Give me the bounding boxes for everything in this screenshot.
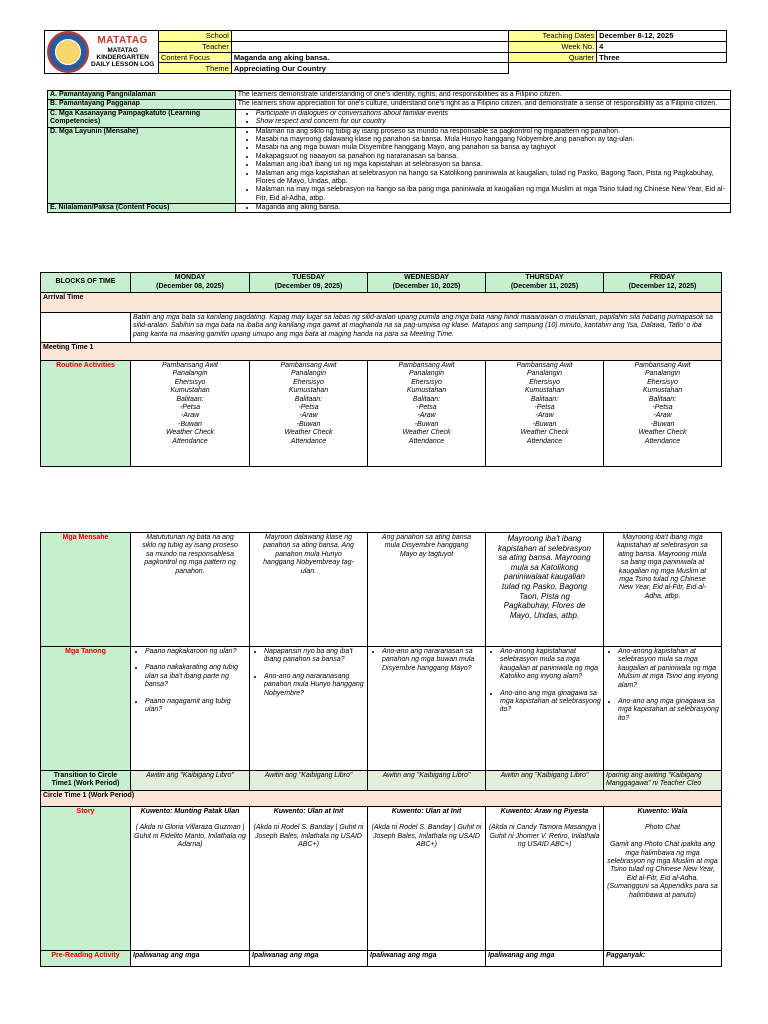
story-wednesday: Kuwento: Ulan at Init (Akda ni Rodel S. Banday | Guhit ni Joseph Bales, Inilathala ng USAID ABC+) [368,807,486,951]
week-label: Week No. [509,41,597,52]
logo-line1: MATATAG [107,46,138,54]
competency-item: • Participate in dialogues or conversations about familiar events [256,110,728,118]
matatag-brand: MATATAG [97,35,148,47]
story-tuesday: Kuwento: Ulan at Init (Akda ni Rodel S. Banday | Guhit ni Joseph Bales, Inilathala ng USAID ABC+) [250,807,368,951]
school-label: School [158,31,231,42]
day-header-tuesday: TUESDAY (December 09, 2025) [250,273,368,293]
competency-item: • Show respect and concern for our country [256,118,728,126]
routine-thursday: Pambansang Awit Panalangin Ehersisyo Kumustahan Balitaan: -Petsa -Araw -Buwan Weather Check Attendance [486,361,604,467]
day-header-wednesday: WEDNESDAY (December 10, 2025) [368,273,486,293]
theme-label: Theme [158,63,231,74]
std-b-label: B. Pamantayang Pagganap [48,100,236,109]
standards-table [47,90,731,213]
week-value[interactable]: 4 [597,41,727,52]
story-thursday: Kuwento: Araw ng Piyesta (Akda ni Candy Tamora Masangya | Guhit ni Jhomer V. Retiro, Inilathala ng USAID ABC+) [486,807,604,951]
dates-value[interactable]: December 8-12, 2025 [597,31,727,42]
prereading-label: Pre-Reading Activity [41,951,131,967]
prereading-thursday: Ipaliwanag ang mga [486,951,604,967]
tanong-label: Mga Tanong [41,647,131,771]
objective-item: • Malaman ang mga kapistahan at selebrasyon na hango sa Katolikong paniniwala at kaugalian, tulad ng Pasko, Bagong Taon, Pista ng Pagkabuhay, Flores de Mayo, Undas, atbp. [256,170,728,187]
transition-wednesday: Awitin ang "Kaibigang Libro" [368,771,486,791]
logo-block [45,31,159,74]
std-d-value [235,127,730,204]
prereading-friday: Pagganyak: [604,951,722,967]
prereading-wednesday: Ipaliwanag ang mga [368,951,486,967]
story-monday: Kuwento: Munting Patak Ulan ( Akda ni Gloria Villaraza Guzman | Guhit ni Fidelito Manto, Inilathala ng Adarna) [131,807,250,951]
tanong-friday [604,647,722,771]
std-e-label: E. Nilalaman/Paksa (Content Focus) [48,204,236,213]
logo-line3: DAILY LESSON LOG [91,61,155,69]
day-header-monday: MONDAY (December 08, 2025) [131,273,250,293]
std-e-value [235,204,730,213]
mensahe-label: Mga Mensahe [41,533,131,647]
routine-tuesday: Pambansang Awit Panalangin Ehersisyo Kumustahan Balitaan: -Petsa -Araw -Buwan Weather Check Attendance [250,361,368,467]
quarter-label: Quarter [509,52,597,63]
header-table [44,30,727,74]
question-item: • Ano-ano ang nararanasang panahon mula Hunyo hanggang Nobyembre? [264,673,365,698]
std-b-value: The learners show appreciation for one's culture, understand one's right as a Filipino citizen, and demonstrate a sense of responsibility as a Filipino citizen. [235,100,730,109]
logo-line2: KINDERGARTEN [96,54,149,62]
theme-value[interactable]: Appreciating Our Country [231,63,508,74]
day-header-thursday: THURSDAY (December 11, 2025) [486,273,604,293]
question-item: • Paano nakakarating ang tubig ulan sa iba't ibang parte ng bansa? [145,664,247,689]
transition-monday: Awitin ang "Kaibigang Libro" [131,771,250,791]
school-value[interactable] [231,31,508,42]
transition-tuesday: Awitin ang "Kaibigang Libro" [250,771,368,791]
objective-item: • Masabi na ang mga buwan mula Disyembre hanggang Mayo, ang panahon sa bansa ay tagtuyot [256,144,728,152]
arrival-blank [41,313,131,343]
question-item: • Paano nagkakaroon ng ulan? [145,648,247,656]
objective-item: • Makapagsuot ng naaayon sa panahon ng nararanasan sa bansa. [256,153,728,161]
std-c-label: C. Mga Kasanayang Pampagkatuto (Learning Competencies) [48,109,236,127]
transition-friday: Iparinig ang awiting "Kaibigang Manggagawa" ni Teacher Cleo [604,771,722,791]
teacher-value[interactable] [231,41,508,52]
content-item: • Maganda ang aking bansa. [256,204,728,212]
prereading-tuesday: Ipaliwanag ang mga [250,951,368,967]
question-item: • Ano-ano ang mga ginagawa sa mga kapistahan at selebrasyong ito? [618,698,719,723]
objective-item: • Malaman na ang siklo ng tubig ay isang proseso sa mundo na responsable sa pagkontrol ng mgapattern ng panahon. [256,128,728,136]
story-label: Story [41,807,131,951]
routine-activities-label: Routine Activities [41,361,131,467]
mensahe-monday: Matututunan ng bata na ang siklo ng tubig ay isang proseso sa mundo na responsablesa pagkontrol ng mga pattern ng panahon. [131,533,250,647]
focus-label: Content Focus [158,52,231,63]
deped-seal-icon [47,31,89,73]
arrival-text: Batiin ang mga bata sa kanilang pagdating. Kapag may lugar sa labas ng silid-aralan upang pumila ang mga bata nang hindi maaarawan o maulanan, papilahin sila habang pumapasok sa silid-aralan. Sabihin sa mga bata na ibaba ang kanilang mga gamit at maghanda na sa pag-umpisa ng klase. Matapos ang sampung (10) minuto, kantahin ang 'Isa, Dalawa, Tatlo' o iba pang kanta na maaring gamitin upang umupo ang mga bata at maging handa na para sa Meeting Time. [131,313,722,343]
question-item: • Ano-anong kapistahanat selebrasyon mula sa mga kaugalian at paniniwala ng mga Katoliko ang inyong alam? [500,648,601,682]
transition-thursday: Awitin ang "Kaibigang Libro" [486,771,604,791]
weekly-table-2 [40,532,722,967]
question-item: • Ano-anong kapistahan at selebrasyon mula sa mga kaugalian at paniniwala ng mga Mulsim at mga Tsino ang inyong alam? [618,648,719,690]
tanong-monday [131,647,250,771]
question-item: • Napapansin nyo ba ang iba't ibang panahon sa bansa? [264,648,365,665]
routine-monday: Pambansang Awit Panalangin Ehersisyo Kumustahan Balitaan: -Petsa -Araw -Buwan Weather Check Attendance [131,361,250,467]
dates-label: Teaching Dates [509,31,597,42]
blocks-of-time-header: BLOCKS OF TIME [41,273,131,293]
std-d-label: D. Mga Layunin (Mensahe) [48,127,236,204]
mensahe-thursday: Mayroong iba't ibang kapistahan at selebrasyon sa ating bansa. Mayroong mula sa Katolikong paniniwalaat kaugalian tulad ng Pasko, Bagong Taon, Pista ng Pagkabuhay, Flores de Mayo, Undas, atbp. [486,533,604,647]
circle-time-section: Circle Time 1 (Work Period) [41,791,722,807]
mensahe-wednesday: Ang panahon sa ating bansa mula Disyembre hanggang Mayo ay tagtuyot [368,533,486,647]
teacher-label: Teacher [158,41,231,52]
mensahe-friday: Mayroong iba't ibang mga kapistahan at selebrasyon sa ating bansa. Mayroong mula sa bang mga paniniwala at kaugalian ng mga Muslim at mga Tsino tulad ng Chinese New Year, Eid al-Fitr, Eid al-Adha, atbp. [604,533,722,647]
meeting-time-section: Meeting Time 1 [41,343,722,361]
objective-item: • Malaman ang iba't ibang uri ng mga kapistahan at selebrasyon sa bansa. [256,161,728,169]
weekly-table-1 [40,272,722,467]
objective-item: • Masabi na mayroong dalawang klase ng panahon sa bansa. Mula Hunyo hanggang Nobyembre,ang panahon ay tag-ulan. [256,136,728,144]
arrival-time-section: Arrival Time [41,293,722,313]
routine-wednesday: Pambansang Awit Panalangin Ehersisyo Kumustahan Balitaan: -Petsa -Araw -Buwan Weather Check Attendance [368,361,486,467]
question-item: • Paano nagagamit ang tubig ulan? [145,698,247,715]
tanong-thursday [486,647,604,771]
mensahe-tuesday: Mayroon dalawang klase ng panahon sa ating bansa. Ang panahon mula Hunyo hanggang Nobyembreay tag-ulan. [250,533,368,647]
tanong-tuesday [250,647,368,771]
quarter-value[interactable]: Three [597,52,727,63]
story-friday: Kuwento: Wala Photo Chat Gamit ang Photo Chat ipakita ang mga halimbawa ng mga selebrasyon ng mga Muslim at mga Tsino tulad ng Chinese New Year, Eid al-Fitr, Eid al-Adha. (Sumangguni sa Appendiks para sa halimbawa at panuto) [604,807,722,951]
routine-friday: Pambansang Awit Panalangin Ehersisyo Kumustahan Balitaan: -Petsa -Araw -Buwan Weather Check Attendance [604,361,722,467]
day-header-friday: FRIDAY (December 12, 2025) [604,273,722,293]
transition-label: Transition to Circle Time1 (Work Period) [41,771,131,791]
tanong-wednesday [368,647,486,771]
std-a-label: A. Pamantayang Pangnilalaman [48,91,236,100]
std-c-value [235,109,730,127]
std-a-value: The learners demonstrate understanding of one's identity, rights, and responsibilities as a Filipino citizen. [235,91,730,100]
question-item: • Ano-ano ang nararanasan sa panahon ng mga buwan mula Disyembre hanggang Mayo? [382,648,483,673]
question-item: • Ano-ano ang mga ginagawa sa mga kapistahan at selebrasyong ito? [500,690,601,715]
focus-value[interactable]: Maganda ang aking bansa. [231,52,508,63]
objective-item: • Malaman na may mga selebrasyon na hango sa iba pang mga paniniwala at kaugalian ng mga Muslim at mga Tsino tulad ng Chinese New Year, Eid al-Fitr, Eid al-Adha, atbp. [256,186,728,203]
prereading-monday: Ipaliwanag ang mga [131,951,250,967]
